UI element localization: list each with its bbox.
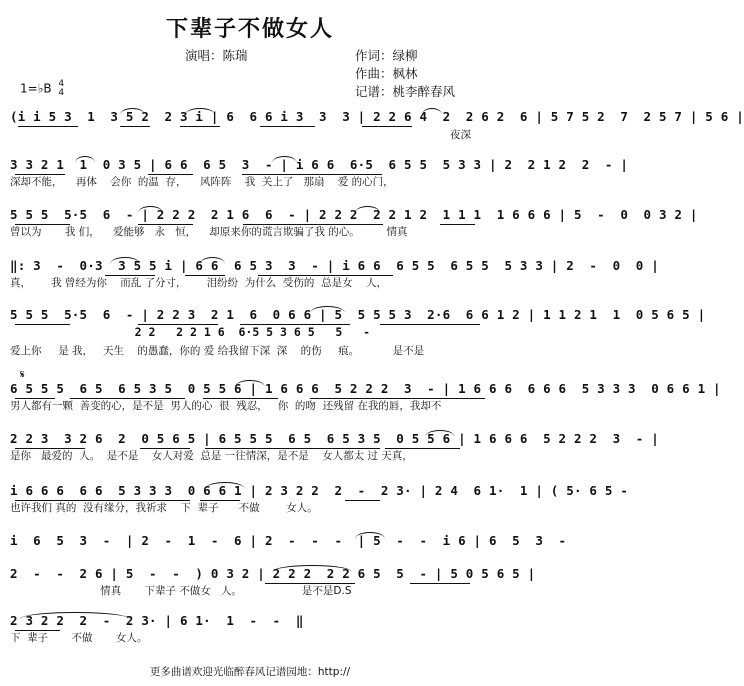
staff-row	[10, 532, 582, 556]
notation-line: 2 - - 2 6 | 5 - - ) 0 3 2 | 2 2 2 2 2 6 5 5 - | 5 0 5 6 5 |	[10, 566, 536, 581]
staff-row	[10, 430, 659, 466]
underline	[148, 174, 193, 175]
underline	[138, 224, 193, 225]
underline	[15, 500, 190, 501]
notation-line: 6 5 5 5 6 5 6 5 3 5 0 5 5 6 | 1 6 6 6 5 2 2 2 3 - | 1 6 6 6 6 6 6 5 3 3 3 0 6 6 1 |	[10, 381, 721, 396]
time-signature	[58, 80, 64, 98]
lyrics-line: 深却不能， 再体 会你 的温 存， 风阵阵 我 关上了 那扇 爱 的心门，	[10, 176, 394, 188]
lyrics-line: 下 辈子 不做 女人。	[10, 632, 148, 644]
lyrics-line: 是你 最爱的 人。 是不是 女人对爱 总是 一往情深，是不是 女人都太 过 天真，	[10, 450, 413, 462]
lyrics-line: 情真 下辈子 不做女 人。 是不是D.S	[10, 585, 352, 597]
notation-line: i 6 5 3 - | 2 - 1 - 6 | 2 - - - | 5 - - i 6 | 6 5 3 -	[10, 533, 582, 548]
notation-line: (i i 5 3 1 3 5 2 2 3 i | 6 6 6 i 3 3 3 | 2 2 6 4 2 2 6 2 6 | 5 7 5 2 7 2 5 7 | 5 6 |	[10, 109, 744, 124]
underline	[410, 583, 470, 584]
underline	[345, 500, 380, 501]
notation-line: 2 2 3 3 2 6 2 0 5 6 5 | 6 5 5 5 6 5 6 5 3 5 0 5 5 6 | 1 6 6 6 5 2 2 2 3 - |	[10, 431, 659, 446]
staff-row	[10, 612, 490, 648]
slur	[272, 565, 352, 572]
transcriber-credit: 记谱：桃李醉春风	[355, 84, 456, 99]
slur	[422, 108, 442, 115]
staff-row	[10, 156, 629, 192]
slur	[310, 306, 345, 313]
slur	[272, 156, 297, 163]
slur	[355, 532, 385, 539]
underline	[265, 583, 355, 584]
underline	[180, 126, 220, 127]
underline	[440, 224, 475, 225]
underline	[240, 324, 350, 325]
underline	[203, 398, 278, 399]
lyrics-line: 真， 我 曾经为你 而乱 了分寸， 泪纷纷 为什么 受伤的 总是女 人，	[10, 277, 387, 289]
lyrics-line: 男人都有一颗 善变的心，是不是 男人的心 很 残忍， 你 的吻 还残留 在我的唇，我却不	[10, 400, 442, 412]
staff-row	[10, 257, 659, 293]
underline	[70, 398, 185, 399]
slur	[138, 206, 163, 213]
staff-row	[10, 306, 706, 357]
underline	[185, 275, 225, 276]
slur	[20, 612, 130, 619]
slur	[120, 108, 145, 115]
underline	[258, 275, 393, 276]
footer-note: 更多曲谱欢迎光临醉春风记谱园地：http://	[149, 666, 351, 678]
underline	[120, 126, 150, 127]
notation-line: i 6 6 6 6 6 5 3 3 3 0 6 6 1 | 2 3 2 2 2 - 2 3· | 2 4 6 1· 1 | ( 5· 6 5 -	[10, 483, 629, 498]
key-signature	[20, 80, 64, 98]
staff-row	[10, 206, 698, 242]
notation-line: 5 5 5 5·5 6 - | 2 2 2 2 1 6 6 - | 2 2 2 2 2 1 2 1 1 1 1 6 6 6 | 5 - 0 0 3 2 |	[10, 207, 698, 222]
slur	[425, 430, 455, 437]
underline	[260, 126, 315, 127]
underline	[140, 448, 190, 449]
underline	[242, 174, 382, 175]
slur	[205, 482, 245, 489]
underline	[15, 224, 70, 225]
segno-sign: 𝄋	[20, 368, 25, 381]
time-top: 4	[58, 79, 65, 89]
underline	[18, 126, 78, 127]
notation-line-lower: 2 2 2 2 1 6 6·5 5 3 6 5 5 -	[10, 325, 371, 339]
slur	[185, 108, 215, 115]
lyrics-line: 爱上你 是 我， 天生 的愚蠢，你的 爱 给我留下深 深 的伤 痕。 是不是	[10, 345, 425, 357]
song-title: 下辈子不做女人	[165, 16, 334, 42]
slur	[200, 257, 225, 264]
underline	[15, 630, 60, 631]
underline	[15, 174, 65, 175]
underline	[138, 324, 218, 325]
staff-row	[10, 108, 744, 144]
underline	[200, 500, 240, 501]
underline	[105, 275, 155, 276]
underline	[205, 448, 380, 449]
time-bottom: 4	[58, 88, 65, 98]
notation-line: 5 5 5 5·5 6 - | 2 2 3 2 1 6 0 6 6 | 5 5 5 5 3 2·6 6 6 1 2 | 1 1 2 1 1 0 5 6 5 |	[10, 307, 706, 322]
singer-credit: 演唱：陈瑞	[185, 48, 248, 63]
underline	[243, 224, 383, 225]
underline	[380, 324, 480, 325]
lyricist-credit: 作词：绿柳	[355, 48, 418, 63]
underline	[15, 324, 70, 325]
underline	[362, 126, 412, 127]
lyrics-line: 也许我们 真的 没有缘分，我祈求 下 辈子 不做 女人。	[10, 502, 318, 514]
slur	[355, 206, 380, 213]
notation-line: 3 3 2 1 1 0 3 5 | 6 6 6 5 3 - | i 6 6 6·5 6 5 5 5 3 3 | 2 2 1 2 2 - |	[10, 157, 629, 172]
slur	[235, 380, 265, 387]
lyrics-line: 曾以为 我 们， 爱能够 永 恒， 却原来你的谎言欺骗了我 的心。 情真	[10, 226, 408, 238]
side-lyric: 夜深	[450, 129, 471, 141]
notation-line: 2 3 2 2 2 - 2 3· | 6 1· 1 - - ‖	[10, 613, 304, 628]
slur	[110, 257, 140, 264]
key-label: 1=♭B	[20, 81, 52, 96]
slur	[75, 156, 95, 163]
staff-row	[10, 482, 629, 518]
staff-row	[10, 565, 536, 601]
composer-credit: 作曲：枫林	[355, 66, 418, 81]
underline	[385, 448, 460, 449]
underline	[15, 448, 85, 449]
underline	[15, 398, 55, 399]
underline	[310, 398, 485, 399]
notation-line: ‖: 3 - 0·3 3 5 5 i | 6 6 6 5 3 3 - | i 6 6 6 5 5 6 5 5 5 3 3 | 2 - 0 0 |	[10, 258, 659, 273]
staff-row	[10, 380, 721, 416]
